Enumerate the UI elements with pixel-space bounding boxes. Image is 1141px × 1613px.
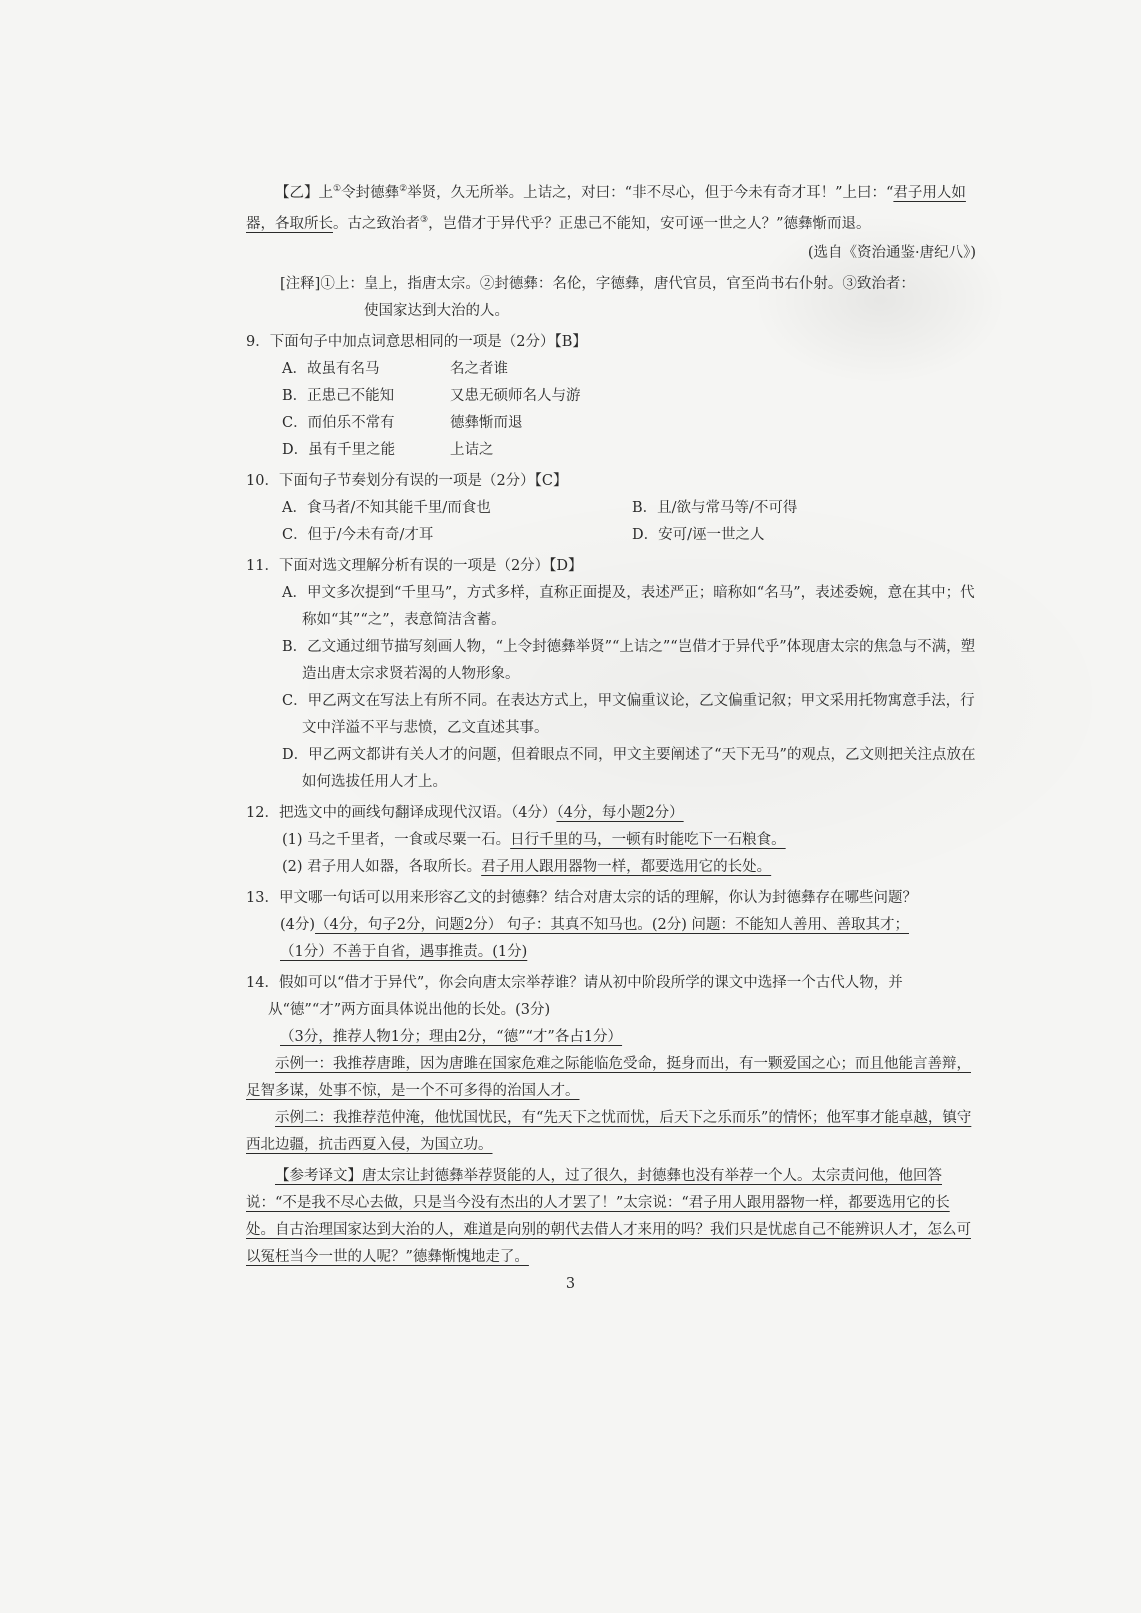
q10-option-b: B．且/欲与常马等/不可得: [632, 499, 798, 516]
q12-answer-1: 日行千里的马，一顿有时能吃下一石粮食。: [510, 831, 786, 848]
q12-answer-2: 君子用人跟用器物一样，都要选用它的长处。: [481, 858, 772, 875]
question-13: 13．甲文哪一句话可以用来形容乙文的封德彝？结合对唐太宗的话的理解，你认为封德彝存在哪些问题？ (4分)（4分，句子2分，问题2分） 句子：其真不知马也。(2分) 问题：不能知人善用、善取其才； （1分）不善于自省，遇事推责。(1分): [246, 885, 976, 966]
underlined-sentence: 君子用人如器，各取所长: [246, 184, 966, 232]
q14-example-2: 示例二：我推荐范仲淹，他忧国忧民，有“先天下之忧而忧，后天下之乐而乐”的情怀；他军事才能卓越，镇守西北边疆，抗击西夏入侵，为国立功。: [246, 1109, 972, 1153]
page-number: 3: [565, 1276, 576, 1292]
q14-score: （3分，推荐人物1分；理由2分，“德”“才”各占1分）: [280, 1028, 623, 1045]
q10-option-a: A．食马者/不知其能千里/而食也: [282, 499, 491, 516]
annotations: [注释]①上：皇上，指唐太宗。②封德彝：名伦，字德彝，唐代官员，官至尚书右仆射。③致治者： 使国家达到大治的人。: [280, 275, 915, 319]
q13-answer: （4分，句子2分，问题2分） 句子：其真不知马也。(2分) 问题：不能知人善用、善取其才；: [315, 916, 909, 933]
passage-label: 【乙】: [275, 184, 319, 201]
question-11: [246, 553, 976, 796]
q10-option-d: D．安可/诬一世之人: [632, 526, 765, 543]
question-12: 12．把选文中的画线句翻译成现代汉语。（4分）（4分，每小题2分） (1) 马之千里者，一食或尽粟一石。日行千里的马，一顿有时能吃下一石粮食。 (2) 君子用人如器，各取所长。君子用人跟用器物一样，都要选用它的长处。: [246, 804, 786, 875]
q13-answer-cont: （1分）不善于自省，遇事推责。(1分): [280, 943, 528, 960]
question-13-stem: 13．甲文哪一句话可以用来形容乙文的封德彝？结合对唐太宗的话的理解，你认为封德彝存在哪些问题？: [246, 889, 917, 906]
q11-option-b: B．乙文通过细节描写刻画人物，“上令封德彝举贤”“上诘之”“岂借才于异代乎”体现唐太宗的焦急与不满，塑造出唐太宗求贤若渴的人物形象。: [282, 638, 976, 682]
q10-option-c: C．但于/今未有奇/才耳: [282, 526, 434, 543]
question-14: [246, 970, 976, 1159]
q9-option-c: C．而伯乐不常有 德彝惭而退: [282, 414, 523, 431]
question-14-stem: 14．假如可以“借才于异代”，你会向唐太宗举荐谁？请从初中阶段所学的课文中选择一个古代人物，并从“德”“才”两方面具体说出他的长处。(3分): [246, 974, 903, 1018]
q14-example-1: 示例一：我推荐唐雎，因为唐雎在国家危难之际能临危受命，挺身而出，有一颗爱国之心；而且他能言善辩，足智多谋，处事不惊，是一个不可多得的治国人才。: [246, 1055, 971, 1099]
q12-score: （4分，每小题2分）: [556, 804, 684, 821]
document-body: [246, 176, 976, 1271]
question-9-stem: 9．下面句子中加点词意思相同的一项是（2分）【B】: [246, 333, 587, 350]
passage-yi: 【乙】上①令封德彝②举贤，久无所举。上诘之，对曰：“非不尽心，但于今未有奇才耳！”上曰：“君子用人如器，各取所长。古之致治者③，岂借才于异代乎？正患己不能知，安可诬一世之人？”德彝惭而退。: [246, 184, 966, 232]
q9-option-a: A．故虽有名马 名之者谁: [282, 360, 508, 377]
q9-option-b: B．正患己不能知 又患无硕师名人与游: [282, 387, 581, 404]
q11-option-c: C．甲乙两文在写法上有所不同。在表达方式上，甲文偏重议论，乙文偏重记叙；甲文采用托物寓意手法，行文中洋溢不平与悲愤，乙文直述其事。: [282, 692, 975, 736]
q9-option-d: D．虽有千里之能 上诘之: [282, 441, 494, 458]
question-12-stem: 12．把选文中的画线句翻译成现代汉语。（4分）: [246, 804, 557, 821]
reference-translation: 【参考译文】唐太宗让封德彝举荐贤能的人，过了很久，封德彝也没有举荐一个人。太宗责问他，他回答说：“不是我不尽心去做，只是当今没有杰出的人才罢了！”太宗说：“君子用人跟用器物一样，都要选用它的长处。自古治理国家达到大治的人，难道是向别的朝代去借人才来用的吗？我们只是忧虑自己不能辨识人才，怎么可以冤枉当今一世的人呢？”德彝惭愧地走了。: [246, 1167, 971, 1265]
question-10: [246, 468, 976, 549]
question-11-stem: 11．下面对选文理解分析有误的一项是（2分）【D】: [246, 557, 583, 574]
passage-source: (选自《资治通鉴·唐纪八》): [807, 244, 976, 261]
translation-label: 【参考译文】: [275, 1167, 362, 1184]
question-10-stem: 10．下面句子节奏划分有误的一项是（2分）【C】: [246, 472, 568, 489]
q11-option-d: D．甲乙两文都讲有关人才的问题，但着眼点不同，甲文主要阐述了“天下无马”的观点，乙文则把关注点放在如何选拔任用人才上。: [282, 746, 976, 790]
question-9: [246, 329, 976, 464]
annotation-label: [注释]: [280, 275, 321, 292]
q11-option-a: A．甲文多次提到“千里马”，方式多样，直称正面提及，表述严正；暗称如“名马”，表述委婉，意在其中；代称如“其”“之”，表意简洁含蓄。: [282, 584, 975, 628]
